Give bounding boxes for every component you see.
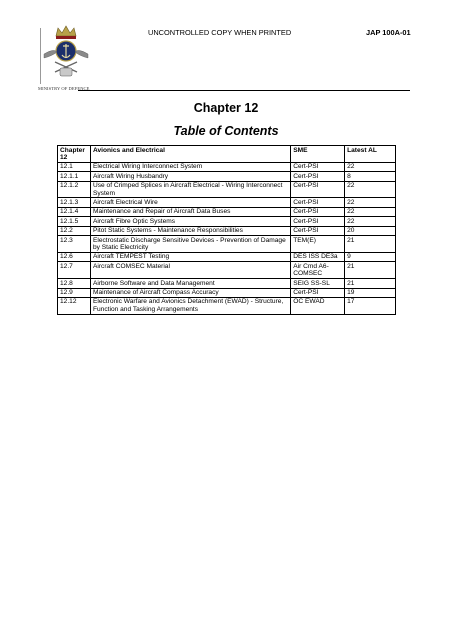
row-topic: Aircraft TEMPEST Testing [90,252,290,261]
row-chapter: 12.7 [58,262,91,279]
row-sme: Cert-PSI [291,288,345,297]
table-row [58,226,396,235]
table-row [58,181,396,198]
table-row [58,207,396,216]
chapter-title: Chapter 12 [193,101,259,115]
row-topic: Aircraft COMSEC Material [90,262,290,279]
row-topic: Aircraft Electrical Wire [90,198,290,207]
row-chapter: 12.1.4 [58,207,91,216]
row-sme: Cert-PSI [291,217,345,226]
header-rule [78,90,410,91]
ministry-label: MINISTRY OF DEFENCE [38,86,90,91]
row-chapter: 12.1.2 [58,181,91,198]
row-topic: Electrostatic Discharge Sensitive Devices - Prevention of Damage by Static Electricity [90,236,290,253]
row-sme: DES ISS DE3a [291,252,345,261]
row-sme: Cert-PSI [291,207,345,216]
row-latest-al: 22 [345,198,396,207]
mod-crest-icon [42,24,90,82]
table-row [58,217,396,226]
table-row [58,297,396,314]
row-latest-al: 21 [345,236,396,253]
row-chapter: 12.1.1 [58,172,91,181]
row-sme: Cert-PSI [291,198,345,207]
row-chapter: 12.1.5 [58,217,91,226]
row-latest-al: 21 [345,262,396,279]
row-topic: Aircraft Fibre Optic Systems [90,217,290,226]
row-sme: Air Cmd A6-COMSEC [291,262,345,279]
row-topic: Aircraft Wiring Husbandry [90,172,290,181]
uncontrolled-notice: UNCONTROLLED COPY WHEN PRINTED [148,28,292,37]
toc-table [57,145,396,315]
row-latest-al: 22 [345,207,396,216]
row-latest-al: 8 [345,172,396,181]
row-chapter: 12.9 [58,288,91,297]
row-chapter: 12.2 [58,226,91,235]
table-row [58,262,396,279]
table-row [58,279,396,288]
table-row [58,198,396,207]
toc-header-row [58,146,396,163]
row-sme: Cert-PSI [291,226,345,235]
row-topic: Airborne Software and Data Management [90,279,290,288]
row-sme: OC EWAD [291,297,345,314]
row-sme: Cert-PSI [291,181,345,198]
row-sme: SEIG SS-SL [291,279,345,288]
header-latest-al: Latest AL [345,146,396,163]
toc-title: Table of Contents [173,124,279,138]
row-topic: Pitot Static Systems - Maintenance Responsibilities [90,226,290,235]
row-chapter: 12.12 [58,297,91,314]
row-chapter: 12.8 [58,279,91,288]
row-latest-al: 22 [345,217,396,226]
header-sme: SME [291,146,345,163]
crest-divider [40,28,41,84]
table-row [58,236,396,253]
table-row [58,288,396,297]
row-topic: Electrical Wiring Interconnect System [90,162,290,171]
row-topic: Use of Crimped Splices in Aircraft Electrical - Wiring Interconnect System [90,181,290,198]
header-chapter: Chapter 12 [58,146,91,163]
row-sme: Cert-PSI [291,172,345,181]
row-latest-al: 20 [345,226,396,235]
row-topic: Maintenance and Repair of Aircraft Data Buses [90,207,290,216]
row-latest-al: 22 [345,181,396,198]
row-latest-al: 17 [345,297,396,314]
table-row [58,162,396,171]
row-topic: Electronic Warfare and Avionics Detachment (EWAD) - Structure, Function and Tasking Arrangements [90,297,290,314]
row-chapter: 12.1 [58,162,91,171]
document-reference: JAP 100A-01 [366,28,411,37]
row-chapter: 12.1.3 [58,198,91,207]
row-sme: Cert-PSI [291,162,345,171]
row-latest-al: 19 [345,288,396,297]
table-row [58,172,396,181]
row-chapter: 12.6 [58,252,91,261]
row-latest-al: 9 [345,252,396,261]
row-latest-al: 21 [345,279,396,288]
row-topic: Maintenance of Aircraft Compass Accuracy [90,288,290,297]
row-chapter: 12.3 [58,236,91,253]
header-topic: Avionics and Electrical [90,146,290,163]
table-row [58,252,396,261]
row-sme: TEM(E) [291,236,345,253]
row-latest-al: 22 [345,162,396,171]
